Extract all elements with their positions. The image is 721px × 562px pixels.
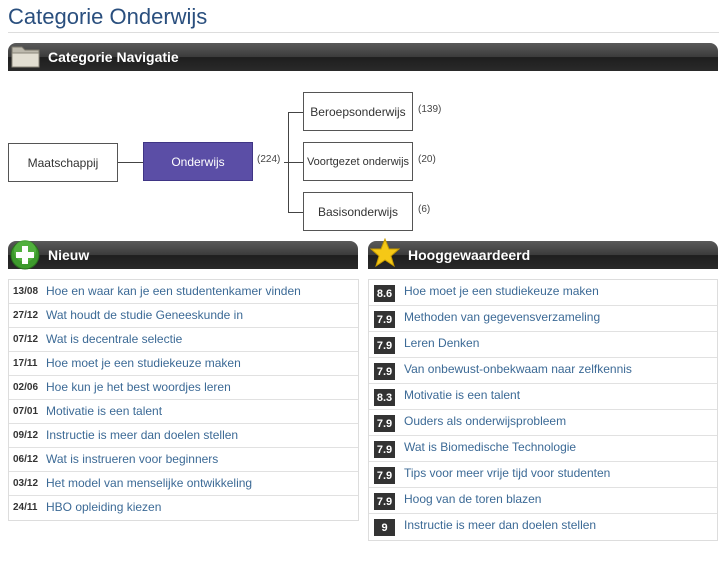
article-link[interactable]: Tips voor meer vrije tijd voor studenten bbox=[404, 466, 611, 480]
connector-line bbox=[288, 162, 303, 163]
list-item bbox=[9, 472, 358, 496]
article-link[interactable]: Van onbewust-onbekwaam naar zelfkennis bbox=[404, 362, 632, 376]
top-rated-list bbox=[368, 279, 718, 541]
category-node-child-label: Voortgezet onderwijs bbox=[306, 155, 410, 168]
list-item bbox=[369, 462, 717, 488]
article-link[interactable]: Wat is instrueren voor beginners bbox=[46, 452, 219, 466]
category-count: (6) bbox=[418, 204, 431, 215]
article-link[interactable]: HBO opleiding kiezen bbox=[46, 500, 162, 514]
navigation-heading: Categorie Navigatie bbox=[48, 49, 179, 65]
item-date: 07/12 bbox=[13, 334, 39, 345]
list-item bbox=[9, 280, 358, 304]
new-heading: Nieuw bbox=[48, 247, 90, 263]
article-link[interactable]: Motivatie is een talent bbox=[404, 388, 521, 402]
connector-line bbox=[288, 112, 303, 113]
article-link[interactable]: Instructie is meer dan doelen stellen bbox=[404, 518, 597, 532]
list-item bbox=[9, 496, 358, 520]
category-node-child-label: Beroepsonderwijs bbox=[310, 104, 406, 119]
list-item bbox=[369, 514, 717, 540]
star-icon bbox=[370, 238, 400, 268]
article-link[interactable]: Wat houdt de studie Geneeskunde in bbox=[46, 308, 244, 322]
list-item bbox=[369, 332, 717, 358]
article-link[interactable]: Ouders als onderwijsprobleem bbox=[404, 414, 567, 428]
item-date: 24/11 bbox=[13, 502, 38, 513]
rating-badge: 8.6 bbox=[374, 285, 395, 302]
connector-line bbox=[118, 162, 143, 163]
item-date: 17/11 bbox=[13, 358, 38, 369]
list-item bbox=[9, 352, 358, 376]
plus-icon bbox=[10, 240, 40, 270]
item-date: 27/12 bbox=[13, 310, 39, 321]
list-item bbox=[9, 424, 358, 448]
rating-badge: 7.9 bbox=[374, 415, 395, 432]
category-node-child[interactable] bbox=[303, 92, 413, 131]
article-link[interactable]: Hoe moet je een studiekeuze maken bbox=[404, 284, 599, 298]
article-link[interactable]: Motivatie is een talent bbox=[46, 404, 163, 418]
rating-badge: 7.9 bbox=[374, 337, 395, 354]
page-title: Categorie Onderwijs bbox=[8, 4, 208, 29]
article-link[interactable]: Hoe moet je een studiekeuze maken bbox=[46, 356, 241, 370]
list-item bbox=[369, 436, 717, 462]
list-item bbox=[369, 410, 717, 436]
list-item bbox=[369, 488, 717, 514]
list-item bbox=[369, 306, 717, 332]
article-link[interactable]: Hoe kun je het best woordjes leren bbox=[46, 380, 231, 394]
category-node-child[interactable] bbox=[303, 142, 413, 181]
rating-badge: 7.9 bbox=[374, 311, 395, 328]
rating-badge: 7.9 bbox=[374, 493, 395, 510]
article-link[interactable]: Wat is decentrale selectie bbox=[46, 332, 183, 346]
category-count: (139) bbox=[418, 104, 442, 115]
list-item bbox=[9, 448, 358, 472]
item-date: 13/08 bbox=[13, 286, 39, 297]
rating-badge: 7.9 bbox=[374, 363, 395, 380]
list-item bbox=[9, 376, 358, 400]
category-node-parent[interactable] bbox=[8, 143, 118, 182]
folder-icon bbox=[10, 41, 42, 69]
rating-badge: 9 bbox=[374, 519, 395, 536]
new-header bbox=[8, 241, 358, 269]
connector-line bbox=[288, 212, 303, 213]
article-link[interactable]: Methoden van gegevensverzameling bbox=[404, 310, 601, 324]
item-date: 03/12 bbox=[13, 478, 39, 489]
category-node-parent-label: Maatschappij bbox=[27, 155, 99, 170]
list-item bbox=[369, 358, 717, 384]
rating-badge: 8.3 bbox=[374, 389, 395, 406]
article-link[interactable]: Het model van menselijke ontwikkeling bbox=[46, 476, 253, 490]
category-count: (20) bbox=[418, 154, 436, 165]
category-node-child-label: Basisonderwijs bbox=[317, 204, 399, 219]
category-node-current[interactable] bbox=[143, 142, 253, 181]
category-node-child[interactable] bbox=[303, 192, 413, 231]
item-date: 02/06 bbox=[13, 382, 39, 393]
article-link[interactable]: Wat is Biomedische Technologie bbox=[404, 440, 577, 454]
new-articles-list bbox=[8, 279, 359, 521]
top-rated-heading: Hooggewaardeerd bbox=[408, 247, 531, 263]
list-item bbox=[9, 400, 358, 424]
list-item bbox=[369, 280, 717, 306]
item-date: 09/12 bbox=[13, 430, 39, 441]
item-date: 07/01 bbox=[13, 406, 39, 417]
article-link[interactable]: Hoog van de toren blazen bbox=[404, 492, 542, 506]
top-rated-header bbox=[368, 241, 718, 269]
navigation-header bbox=[8, 43, 718, 71]
article-link[interactable]: Instructie is meer dan doelen stellen bbox=[46, 428, 239, 442]
list-item bbox=[9, 328, 358, 352]
article-link[interactable]: Leren Denken bbox=[404, 336, 480, 350]
title-divider bbox=[8, 32, 719, 33]
category-count: (224) bbox=[257, 154, 281, 165]
category-node-current-label: Onderwijs bbox=[171, 154, 225, 169]
list-item bbox=[9, 304, 358, 328]
rating-badge: 7.9 bbox=[374, 441, 395, 458]
item-date: 06/12 bbox=[13, 454, 39, 465]
rating-badge: 7.9 bbox=[374, 467, 395, 484]
list-item bbox=[369, 384, 717, 410]
article-link[interactable]: Hoe en waar kan je een studentenkamer vinden bbox=[46, 284, 301, 298]
